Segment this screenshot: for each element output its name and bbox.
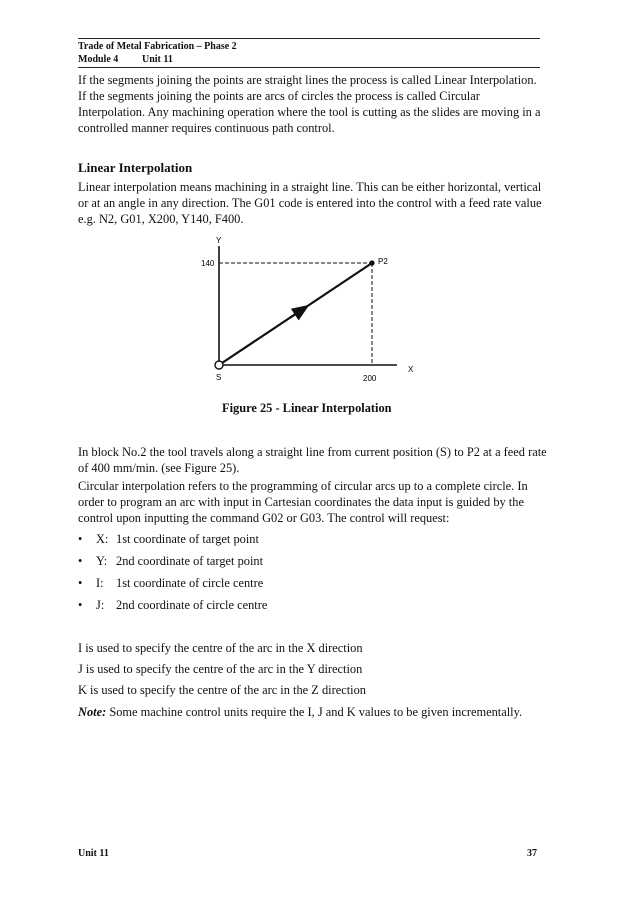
page-number: 37 <box>527 848 537 859</box>
linear-interpolation-figure <box>190 230 430 390</box>
header-top-rule <box>78 38 540 39</box>
list-item-key: Y: <box>96 554 108 568</box>
ijk-line-i: I is used to specify the centre of the arc in the X direction <box>78 641 363 655</box>
end-label: P2 <box>378 257 388 266</box>
y-value-label: 140 <box>201 259 215 268</box>
end-point-marker <box>369 260 374 265</box>
list-item-text: 1st coordinate of target point <box>116 532 259 546</box>
x-axis-label: X <box>408 365 414 374</box>
ijk-line-k: K is used to specify the centre of the arc in the Z direction <box>78 683 366 697</box>
bullet-icon: • <box>78 576 83 590</box>
figure-caption: Figure 25 - Linear Interpolation <box>222 401 392 415</box>
intro-paragraph: If the segments joining the points are straight lines the process is called Linear Interpolation. If the segments joining the points are arcs of circles the process is called Circular Interpolation. Any machining operation where the tool is cutting as the slides are moving in a controlled manner requires continuous path control. <box>78 73 541 135</box>
list-item-text: 2nd coordinate of target point <box>116 554 264 568</box>
x-value-label: 200 <box>363 374 377 383</box>
note <box>78 704 522 720</box>
list-item-text: 1st coordinate of circle centre <box>116 576 264 590</box>
footer-unit: Unit 11 <box>78 848 109 859</box>
bullet-icon: • <box>78 554 83 568</box>
y-axis-label: Y <box>216 236 222 245</box>
header-bottom-rule <box>78 67 540 68</box>
list-item-key: I: <box>96 576 104 590</box>
start-label: S <box>216 373 222 382</box>
bullet-icon: • <box>78 532 83 546</box>
header-unit: Unit 11 <box>142 54 173 65</box>
section-heading: Linear Interpolation <box>78 160 193 175</box>
circular-interpolation-paragraph: Circular interpolation refers to the programming of circular arcs up to a complete circle. In order to program an arc with input in Cartesian coordinates the data input is guided by the control upon inputting the command G02 or G03. The control will request: <box>78 479 528 525</box>
header-module: Module 4 <box>78 54 119 65</box>
block-explanation-paragraph: In block No.2 the tool travels along a straight line from current position (S) to P2 at a feed rate of 400 mm/min. (see Figure 25). <box>78 445 547 475</box>
note-label: Note: <box>78 705 107 719</box>
section-body: Linear interpolation means machining in a straight line. This can be either horizontal, vertical or at an angle in any direction. The G01 code is entered into the control with a feed rate value e.g. N2, G01, X200, Y140, F400. <box>78 180 542 226</box>
header-title: Trade of Metal Fabrication – Phase 2 <box>78 41 237 52</box>
direction-arrow <box>290 310 302 318</box>
ijk-line-j: J is used to specify the centre of the arc in the Y direction <box>78 662 363 676</box>
bullet-icon: • <box>78 598 83 612</box>
list-item-key: J: <box>96 598 105 612</box>
note-text: Some machine control units require the I, J and K values to be given incrementally. <box>109 705 523 719</box>
list-item-key: X: <box>96 532 109 546</box>
start-point-marker <box>215 361 223 369</box>
list-item-text: 2nd coordinate of circle centre <box>116 598 268 612</box>
